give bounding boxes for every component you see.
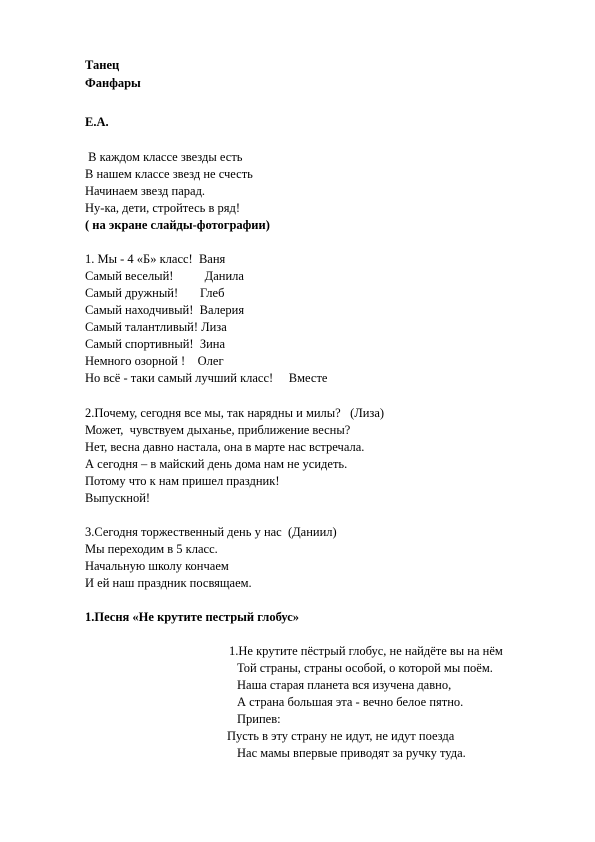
part1-line: Самый дружный! Глеб — [85, 286, 225, 300]
song-title: 1.Песня «Не крутите пестрый глобус» — [85, 610, 300, 624]
part2-line: Нет, весна давно настала, она в марте нас встречала. — [85, 440, 365, 454]
intro-line: В каждом классе звезды есть — [85, 150, 243, 164]
part2-line: А сегодня – в майский день дома нам не усидеть. — [85, 457, 348, 471]
header-line-dance: Танец — [85, 58, 120, 72]
header-line-fanfare: Фанфары — [85, 76, 141, 90]
part3-line: И ей наш праздник посвящаем. — [85, 576, 252, 590]
part3-line: 3.Сегодня торжественный день у нас (Даниил) — [85, 525, 337, 539]
song-line: 1.Не крутите пёстрый глобус, не найдёте вы на нём — [229, 644, 503, 658]
part3-line: Мы переходим в 5 класс. — [85, 542, 218, 556]
part1-line: Самый спортивный! Зина — [85, 337, 226, 351]
speaker-label: Е.А. — [85, 115, 109, 129]
part2-line: Потому что к нам пришел праздник! — [85, 474, 280, 488]
song-line: Пусть в эту страну не идут, не идут поезда — [227, 729, 455, 743]
part1-line: 1. Мы - 4 «Б» класс! Ваня — [85, 252, 226, 266]
intro-line: В нашем классе звезд не счесть — [85, 167, 253, 181]
part2-line: 2.Почему, сегодня все мы, так нарядны и милы? (Лиза) — [85, 406, 385, 420]
part1-line: Самый веселый! Данила — [85, 269, 244, 283]
part2-line: Выпускной! — [85, 491, 151, 505]
intro-line: Ну-ка, дети, стройтесь в ряд! — [85, 201, 241, 215]
song-chorus-label: Припев: — [237, 712, 281, 726]
intro-line: Начинаем звезд парад. — [85, 184, 206, 198]
song-line: А страна большая эта - вечно белое пятно. — [237, 695, 464, 709]
part1-line: Но всё - таки самый лучший класс! Вместе — [85, 371, 328, 385]
part1-line: Самый талантливый! Лиза — [85, 320, 227, 334]
part3-line: Начальную школу кончаем — [85, 559, 229, 573]
song-line: Той страны, страны особой, о которой мы поём. — [237, 661, 493, 675]
part2-line: Может, чувствуем дыханье, приближение весны? — [85, 423, 351, 437]
part1-line: Немного озорной ! Олег — [85, 354, 224, 368]
part1-line: Самый находчивый! Валерия — [85, 303, 245, 317]
song-line: Нас мамы впервые приводят за ручку туда. — [237, 746, 466, 760]
song-line: Наша старая планета вся изучена давно, — [237, 678, 452, 692]
intro-stage-note: ( на экране слайды-фотографии) — [85, 218, 270, 232]
